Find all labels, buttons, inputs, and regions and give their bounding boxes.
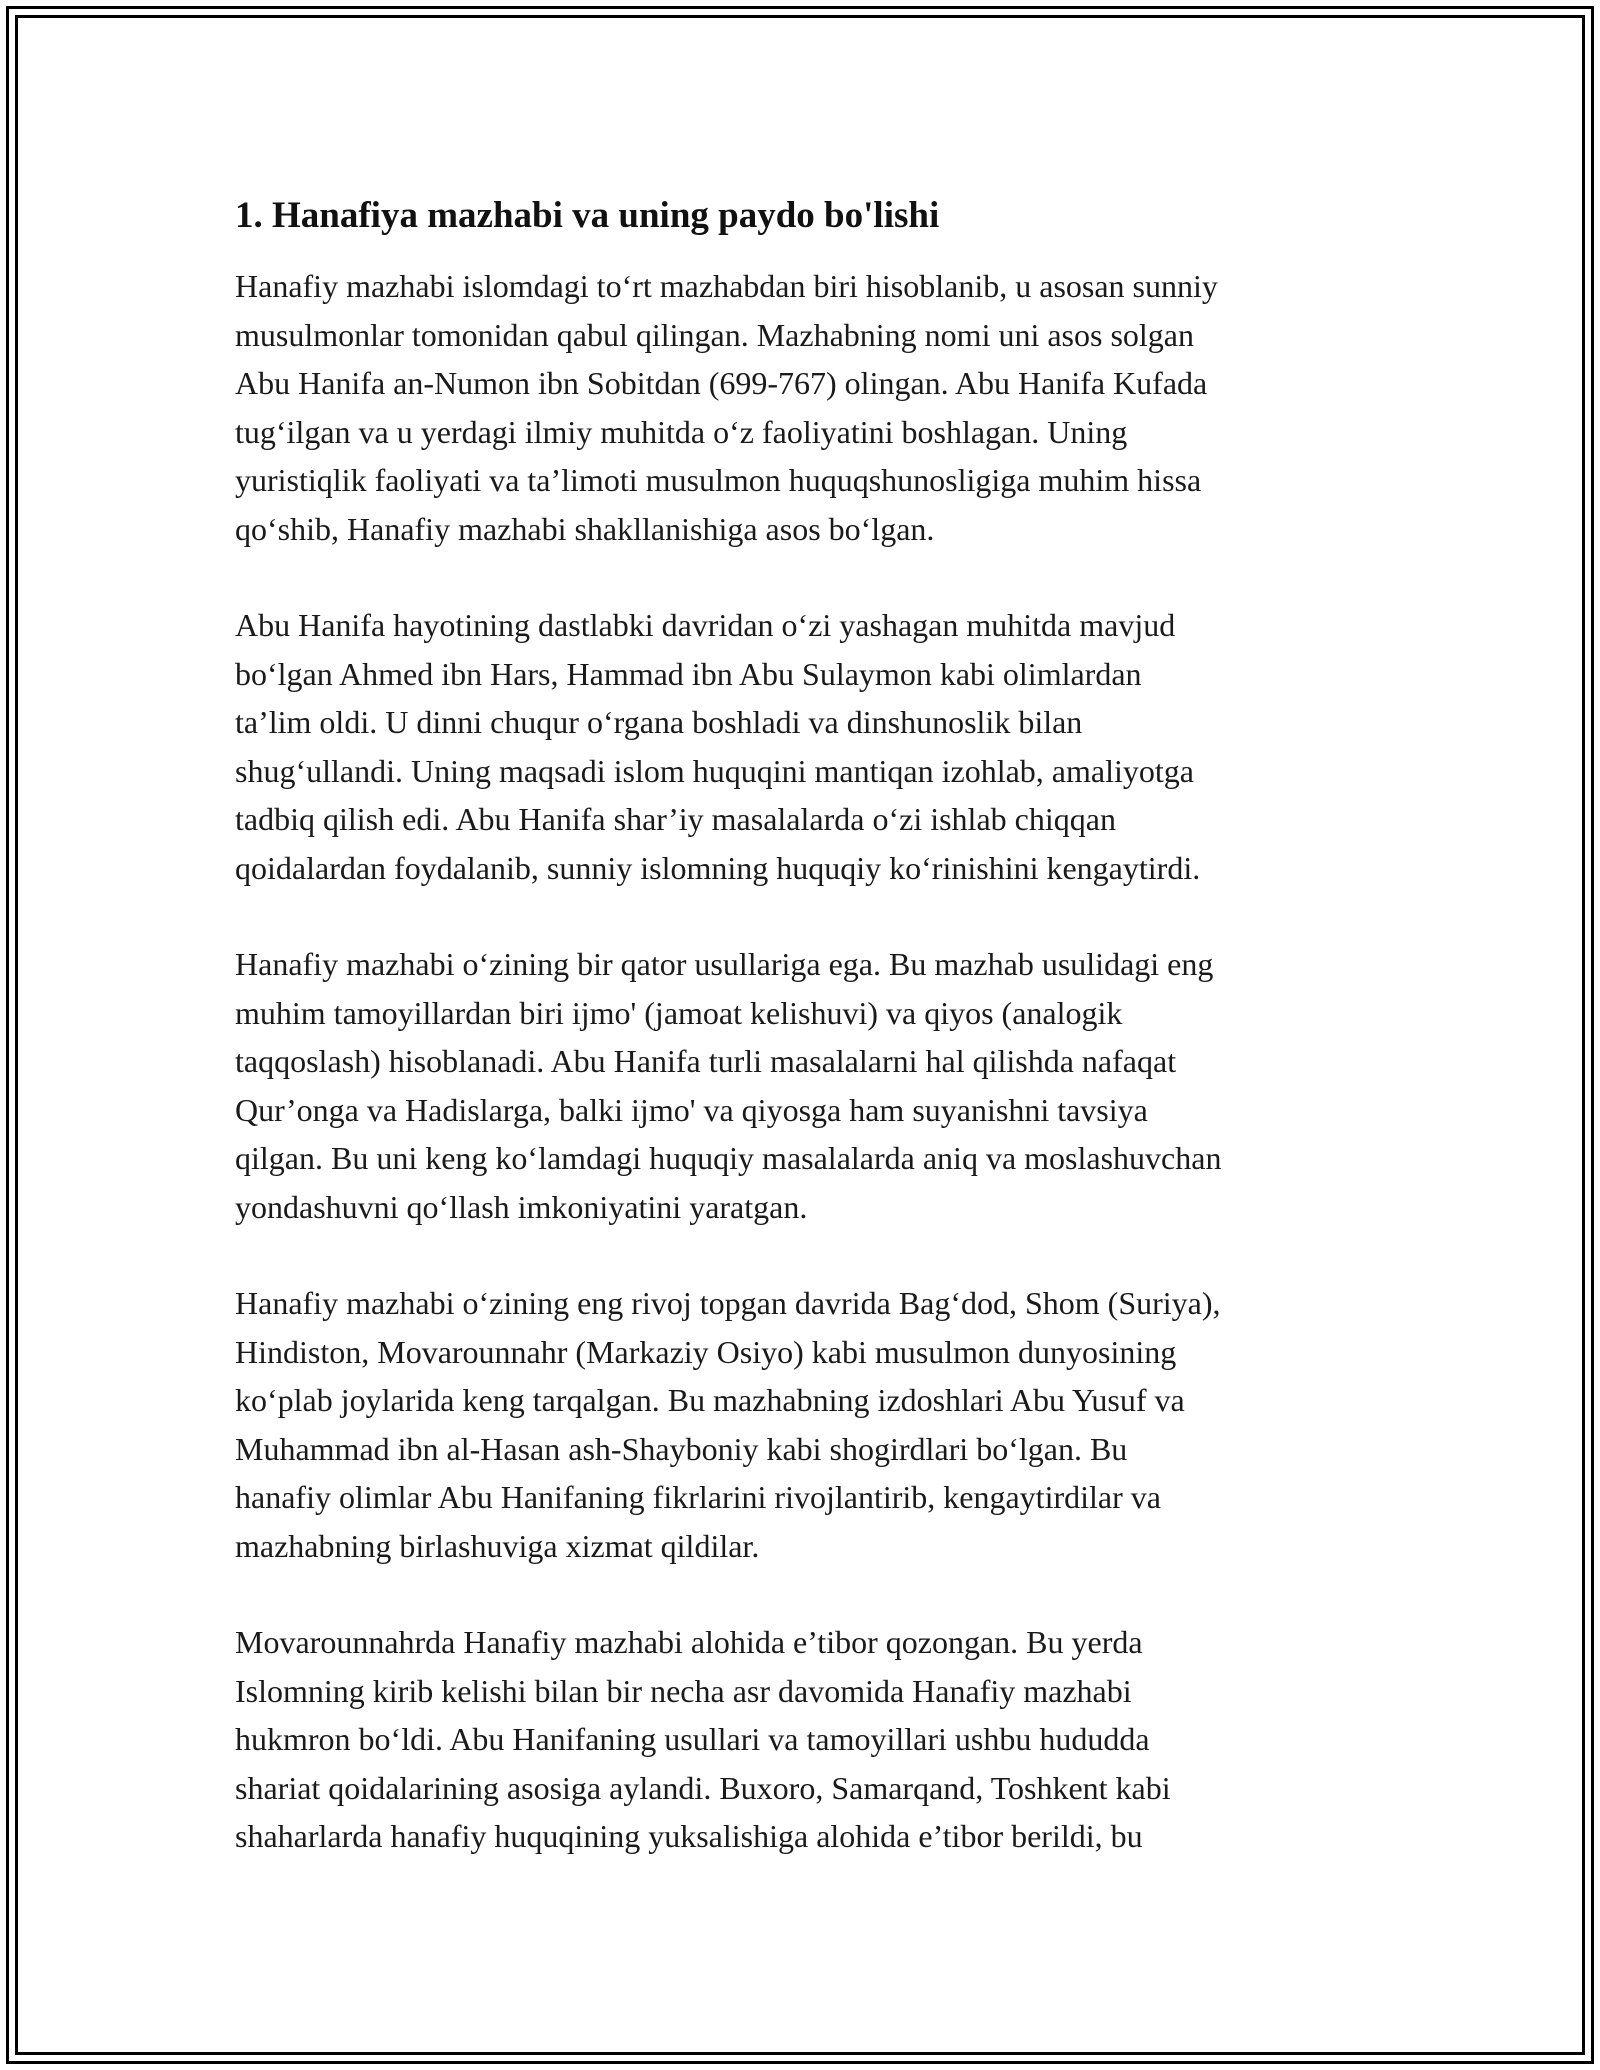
document-body	[235, 190, 1385, 1909]
section-title: 1. Hanafiya mazhabi va uning paydo bo'lishi	[235, 195, 940, 236]
paragraph-3: Hanafiy mazhabi o‘zining bir qator usullariga ega. Bu mazhab usulidagi eng muhim tamoyillardan biri ijmo' (jamoat kelishuvi) va qiyos (analogik taqqoslash) hisoblanadi. Abu Hanifa turli masalalarni hal qilishda nafaqat Qur’onga va Hadislarga, balki ijmo' va qiyosga ham suyanishni tavsiya qilgan. Bu uni keng ko‘lamdagi huquqiy masalalarda aniq va moslashuvchan yondashuvni qo‘llash imkoniyatini yaratgan.	[235, 946, 1222, 1225]
paragraph-5: Movarounnahrda Hanafiy mazhabi alohida e’tibor qozongan. Bu yerda Islomning kirib kelishi bilan bir necha asr davomida Hanafiy mazhabi hukmron bo‘ldi. Abu Hanifaning usullari va tamoyillari ushbu hududda shariat qoidalarining asosiga aylandi. Buxoro, Samarqand, Toshkent kabi shaharlarda hanafiy huquqining yuksalishiga alohida e’tibor berildi, bu	[235, 1624, 1171, 1854]
paragraph-1: Hanafiy mazhabi islomdagi to‘rt mazhabdan biri hisoblanib, u asosan sunniy musulmonlar tomonidan qabul qilingan. Mazhabning nomi uni asos solgan Abu Hanifa an-Numon ibn Sobitdan (699-767) olingan. Abu Hanifa Kufada tug‘ilgan va u yerdagi ilmiy muhitda o‘z faoliyatini boshlagan. Uning yuristiqlik faoliyati va ta’limoti musulmon huquqshunosligiga muhim hissa qo‘shib, Hanafiy mazhabi shakllanishiga asos bo‘lgan.	[235, 268, 1218, 547]
paragraph-4: Hanafiy mazhabi o‘zining eng rivoj topgan davrida Bag‘dod, Shom (Suriya), Hindiston, Movarounnahr (Markaziy Osiyo) kabi musulmon dunyosining ko‘plab joylarida keng tarqalgan. Bu mazhabning izdoshlari Abu Yusuf va Muhammad ibn al-Hasan ash-Shayboniy kabi shogirdlari bo‘lgan. Bu hanafiy olimlar Abu Hanifaning fikrlarini rivojlantirib, kengaytirdilar va mazhabning birlashuviga xizmat qildilar.	[235, 1285, 1221, 1564]
paragraph-2: Abu Hanifa hayotining dastlabki davridan o‘zi yashagan muhitda mavjud bo‘lgan Ahmed ibn Hars, Hammad ibn Abu Sulaymon kabi olimlardan ta’lim oldi. U dinni chuqur o‘rgana boshladi va dinshunoslik bilan shug‘ullandi. Uning maqsadi islom huquqini mantiqan izohlab, amaliyotga tadbiq qilish edi. Abu Hanifa shar’iy masalalarda o‘zi ishlab chiqqan qoidalardan foydalanib, sunniy islomning huquqiy ko‘rinishini kengaytirdi.	[235, 607, 1201, 886]
